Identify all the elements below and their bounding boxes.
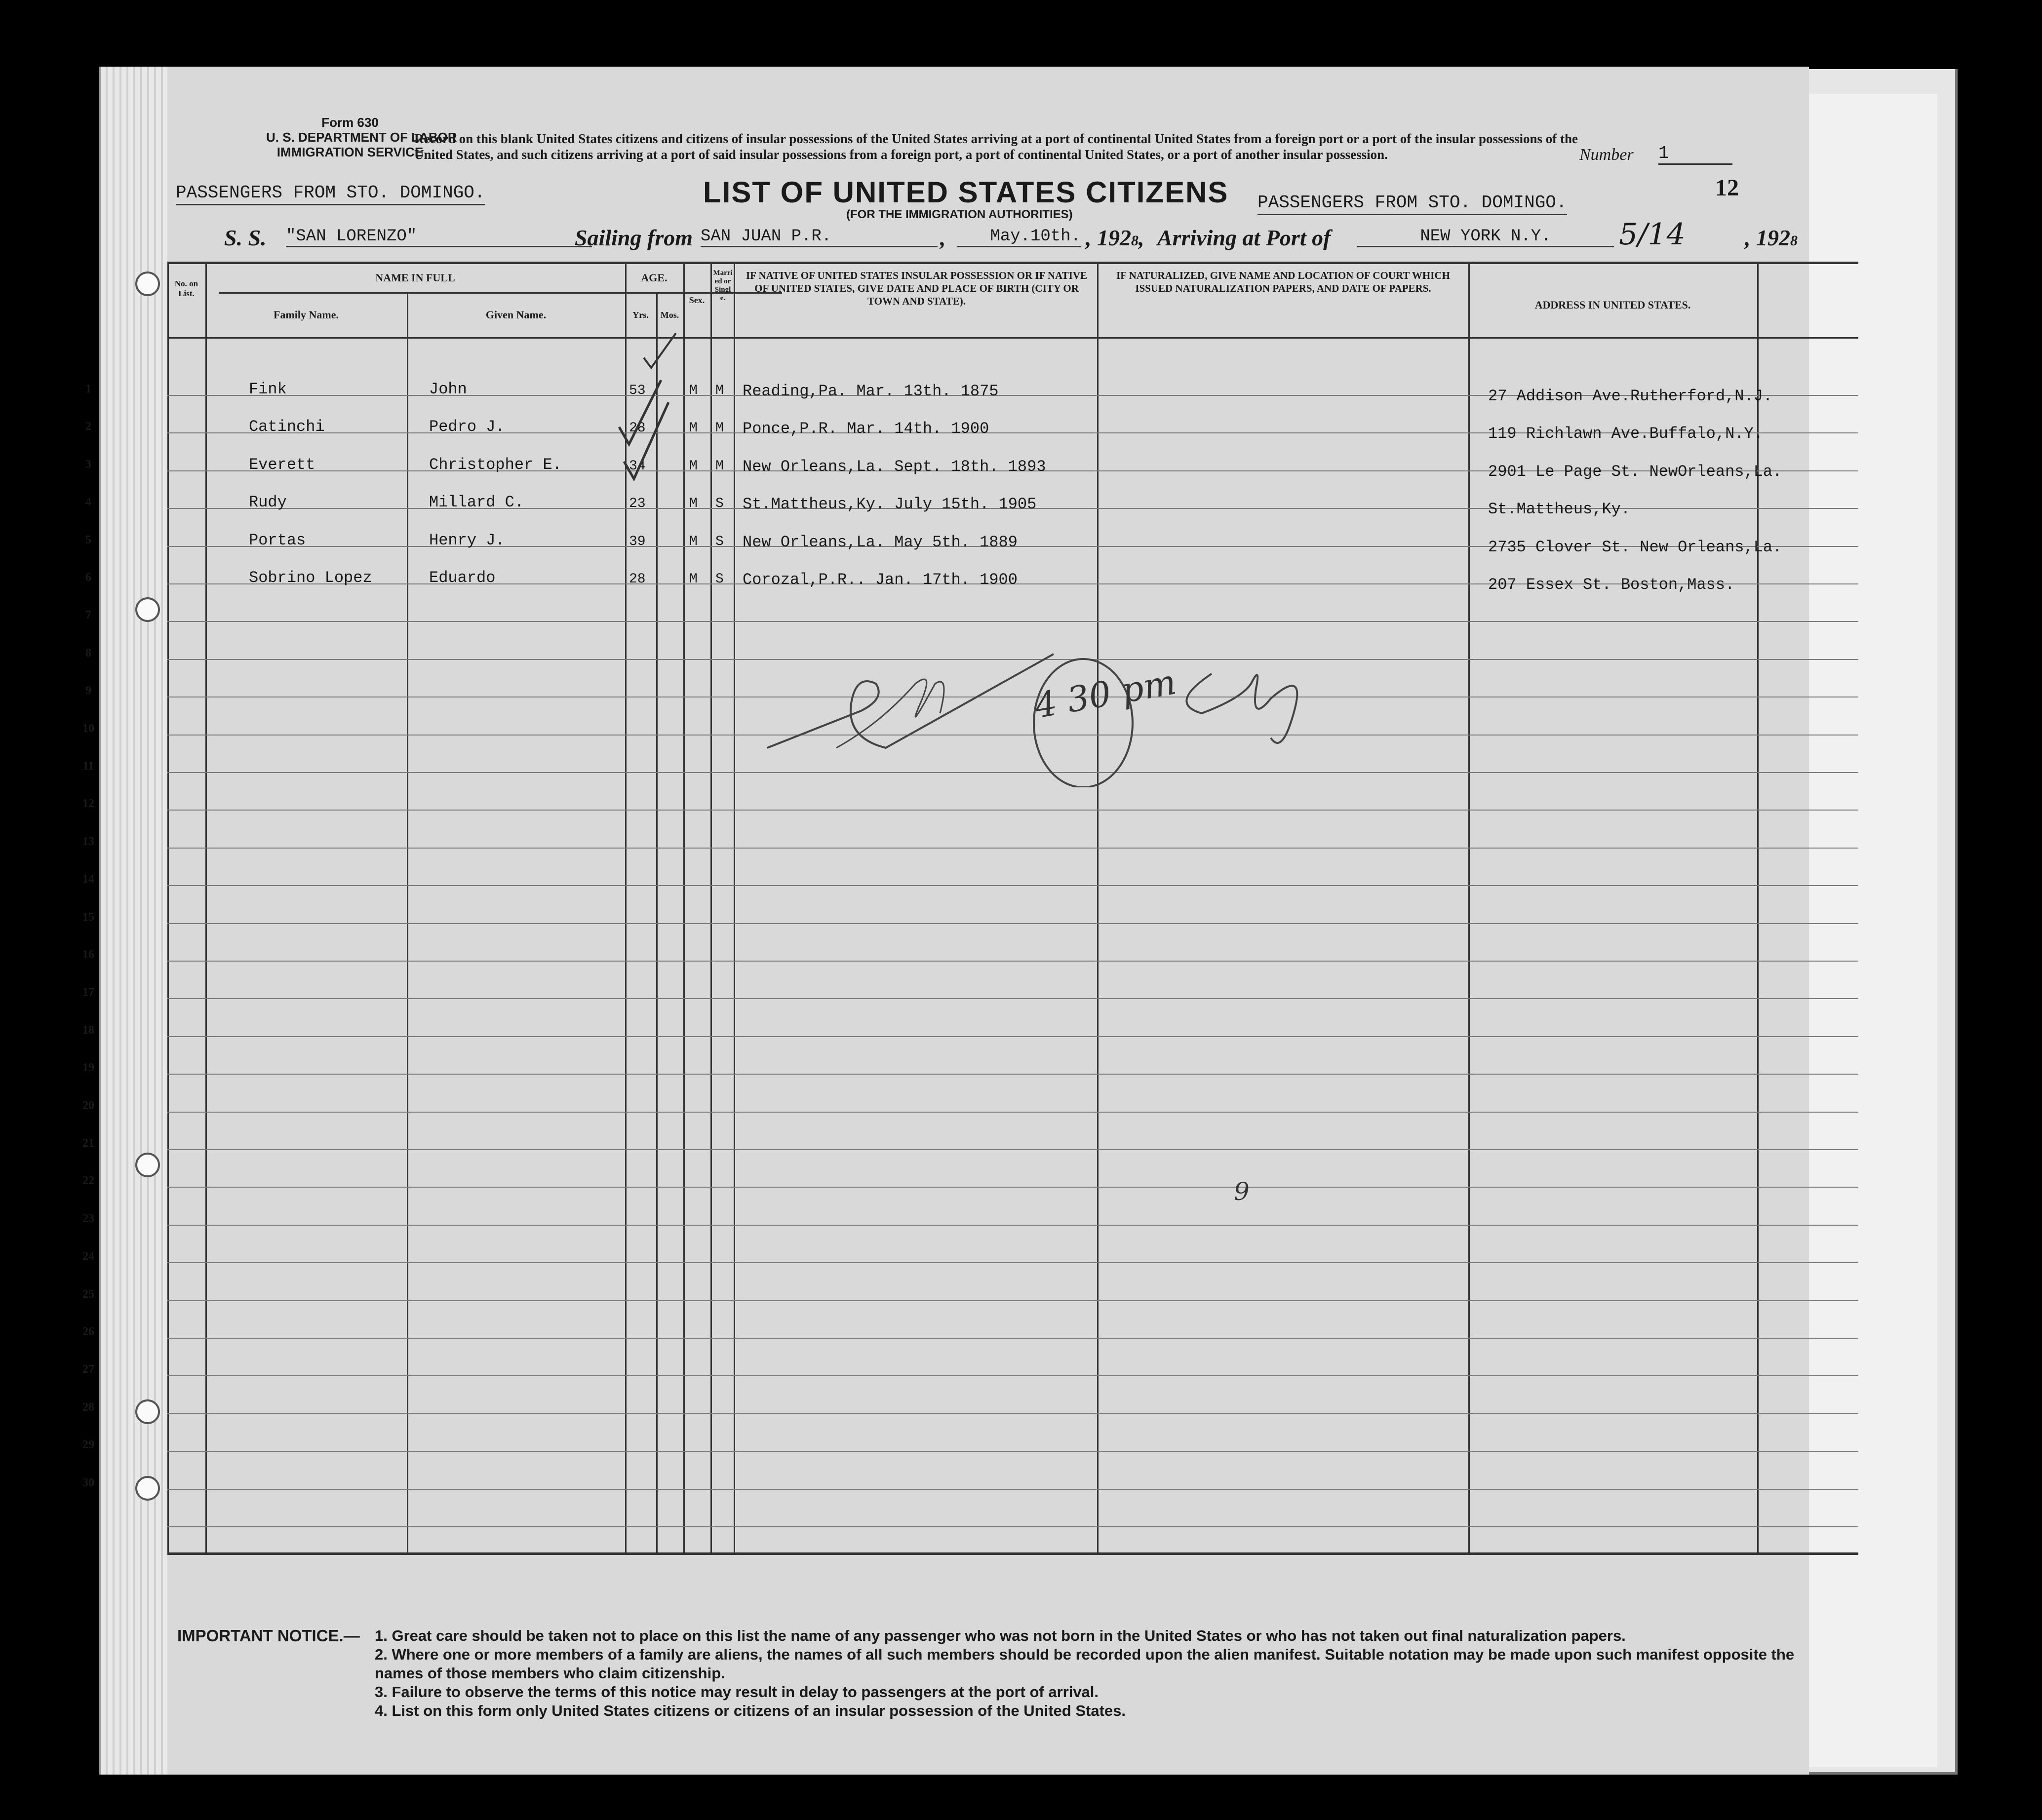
marital-status-cell: S [715, 534, 724, 549]
row-number: 26 [82, 1325, 94, 1338]
row-rule [167, 1036, 1858, 1037]
family-name-cell: Sobrino Lopez [249, 569, 372, 587]
notice-item: 2. Where one or more members of a family are aliens, the names of all such members should be recorded upon the alien manifest. Suitable notation may be made upon such manifest opposite the names of those members who claim citizenship. [375, 1646, 1795, 1682]
sailing-year: , 1928, [1086, 225, 1144, 250]
page-subtitle: (FOR THE IMMIGRATION AUTHORITIES) [846, 208, 1073, 221]
number-value: 1 [1658, 143, 1732, 165]
marital-status-cell: M [715, 458, 724, 474]
row-number: 6 [85, 571, 91, 584]
family-name-cell: Rudy [249, 493, 287, 512]
row-rule [167, 923, 1858, 924]
age-years-cell: 34 [629, 458, 646, 474]
ss-label: S. S. [224, 225, 267, 250]
row-number: 30 [82, 1476, 94, 1489]
col-rule [1097, 262, 1099, 1555]
birth-place-date-cell: New Orleans,La. Sept. 18th. 1893 [743, 457, 1046, 476]
sailing-year-digit: 8 [1131, 232, 1139, 249]
row-rule [167, 885, 1858, 886]
sex-cell: M [689, 383, 698, 398]
given-name-cell: Eduardo [429, 569, 496, 587]
family-name-cell: Fink [249, 380, 287, 398]
col-family-name: Family Name. [274, 309, 339, 321]
us-address-cell: 119 Richlawn Ave.Buffalo,N.Y. [1488, 425, 1763, 443]
row-number: 5 [85, 533, 91, 546]
year-prefix: 192 [1097, 225, 1131, 250]
form-id-block [266, 115, 457, 159]
age-years-cell: 23 [629, 496, 646, 512]
row-number: 7 [85, 609, 91, 622]
col-rule [1468, 262, 1470, 1555]
col-name-in-full: NAME IN FULL [375, 271, 455, 284]
row-number: 10 [82, 722, 94, 735]
year-prefix: 192 [1756, 225, 1790, 250]
us-address-cell: 207 Essex St. Boston,Mass. [1488, 576, 1735, 594]
row-number: 11 [82, 760, 94, 773]
row-rule [167, 1489, 1858, 1490]
sex-cell: M [689, 421, 698, 436]
sailing-from-port: SAN JUAN P.R. [701, 227, 938, 247]
form-number: Form 630 [321, 115, 379, 130]
check-marks [614, 333, 713, 481]
family-name-cell: Everett [249, 455, 315, 474]
row-rule [167, 1149, 1858, 1150]
passengers-from-left: PASSENGERS FROM STO. DOMINGO. [176, 183, 485, 205]
row-number: 19 [82, 1061, 94, 1075]
punch-hole [135, 1399, 160, 1424]
row-rule [167, 1262, 1858, 1263]
col-naturalized: IF NATURALIZED, GIVE NAME AND LOCATION OF COURT WHICH ISSUED NATURALIZATION PAPERS, AND DATE OF PAPERS. [1116, 270, 1450, 294]
marital-status-cell: M [715, 383, 724, 398]
col-age-yrs: Yrs. [632, 310, 649, 320]
us-address-cell: St.Mattheus,Ky. [1488, 500, 1631, 519]
row-number: 27 [82, 1363, 94, 1376]
ship-name: "SAN LORENZO" [286, 227, 592, 247]
arriving-year-digit: 8 [1790, 232, 1798, 249]
binding-margin [101, 67, 167, 1775]
row-number: 28 [82, 1400, 94, 1414]
marital-status-cell: S [715, 572, 724, 587]
notice-item: 4. List on this form only United States citizens or citizens of an insular possession of the United States. [375, 1702, 1126, 1719]
row-number: 3 [85, 458, 91, 471]
comma-separator: , [940, 225, 946, 250]
row-rule [167, 1225, 1858, 1226]
punch-hole [135, 1476, 160, 1501]
age-years-cell: 28 [629, 421, 646, 436]
department-name: U. S. DEPARTMENT OF LABOR [266, 130, 457, 145]
birth-place-date-cell: St.Mattheus,Ky. July 15th. 1905 [743, 495, 1037, 514]
row-rule [167, 961, 1858, 962]
row-number: 20 [82, 1099, 94, 1112]
col-age-mos: Mos. [660, 310, 679, 320]
age-years-cell: 53 [629, 383, 646, 398]
us-address-cell: 2735 Clover St. New Orleans,La. [1488, 538, 1782, 556]
passengers-from-right: PASSENGERS FROM STO. DOMINGO. [1257, 193, 1567, 215]
table-top-rule [167, 262, 1858, 264]
sex-cell: M [689, 534, 698, 549]
col-married-single: Married or Single. [713, 269, 733, 302]
row-number: 13 [82, 835, 94, 848]
sailing-from-label: Sailing from [575, 225, 693, 250]
notice-item: 3. Failure to observe the terms of this notice may result in delay to passengers at the port of arrival. [375, 1683, 1099, 1701]
given-name-cell: Pedro J. [429, 418, 505, 436]
row-number: 4 [85, 496, 91, 509]
us-address-cell: 27 Addison Ave.Rutherford,N.J. [1488, 387, 1773, 405]
form-instructions: Record on this blank United States citizens and citizens of insular possessions of the United States arriving at a port of continental United States from a foreign port or a port of the insular possessions of the United States, and such citizens arriving at a port of said insular possessions from a foreign port, a port of continental United States, or a port of another insular possession. [414, 131, 1578, 162]
check-mark-icon [644, 333, 676, 368]
row-rule [167, 848, 1858, 849]
row-rule [167, 1112, 1858, 1113]
punch-hole [135, 597, 160, 622]
row-number: 24 [82, 1250, 94, 1263]
row-number: 25 [82, 1287, 94, 1301]
col-rule [167, 262, 169, 1555]
row-number: 2 [85, 420, 91, 433]
row-number: 8 [85, 646, 91, 659]
arriving-year: , 1928 [1745, 225, 1798, 250]
birth-place-date-cell: Ponce,P.R. Mar. 14th. 1900 [743, 420, 989, 438]
number-label: Number [1579, 146, 1634, 164]
given-name-cell: Millard C. [429, 493, 524, 512]
row-number: 15 [82, 910, 94, 924]
table-bottom-rule [167, 1552, 1858, 1555]
row-number: 9 [85, 684, 91, 697]
punch-hole [135, 1153, 160, 1177]
row-number: 12 [82, 797, 94, 811]
age-years-cell: 28 [629, 572, 646, 587]
col-rule [1757, 262, 1759, 1555]
notice-heading: IMPORTANT NOTICE.— [177, 1626, 360, 1645]
col-sex: Sex. [689, 295, 705, 305]
col-rule [205, 262, 207, 1555]
header-bottom-rule [167, 337, 1858, 339]
row-rule [167, 1338, 1858, 1339]
row-number: 18 [82, 1023, 94, 1037]
time-stamp-handwritten: 4 30 pm [1031, 661, 1179, 727]
sailing-date: May.10th. [957, 227, 1081, 247]
row-number: 1 [85, 383, 91, 395]
page-title: LIST OF UNITED STATES CITIZENS [703, 176, 1229, 209]
sex-cell: M [689, 572, 698, 587]
row-number: 22 [82, 1174, 94, 1188]
row-rule [167, 1300, 1858, 1301]
arriving-date-handwritten: 5/14 [1619, 217, 1686, 252]
given-name-cell: John [429, 380, 467, 398]
page-mark-handwritten: 9 [1234, 1177, 1250, 1206]
row-rule [167, 621, 1858, 622]
row-rule [167, 1451, 1858, 1452]
page-number: 12 [1715, 175, 1739, 201]
col-given-name: Given Name. [485, 309, 547, 321]
row-rule [167, 1187, 1858, 1188]
given-name-cell: Henry J. [429, 531, 505, 549]
col-address: ADDRESS IN UNITED STATES. [1534, 299, 1691, 311]
punch-hole [135, 271, 160, 296]
col-age: AGE. [641, 271, 668, 284]
sex-cell: M [689, 458, 698, 474]
arriving-label: Arriving at Port of [1157, 225, 1331, 250]
family-name-cell: Catinchi [249, 418, 325, 436]
row-number: 29 [82, 1438, 94, 1452]
birth-place-date-cell: Corozal,P.R.. Jan. 17th. 1900 [743, 571, 1018, 589]
marital-status-cell: S [715, 496, 724, 512]
marital-status-cell: M [715, 421, 724, 436]
given-name-cell: Christopher E. [429, 455, 562, 474]
col-no-on-list: No. on List. [174, 279, 198, 298]
row-number: 14 [82, 873, 94, 886]
row-rule [167, 1526, 1858, 1527]
row-rule [167, 1413, 1858, 1414]
age-years-cell: 39 [629, 534, 646, 549]
family-name-cell: Portas [249, 531, 306, 549]
row-number: 16 [82, 948, 94, 961]
arriving-port: NEW YORK N.Y. [1357, 227, 1614, 247]
underlying-page-edge [1807, 94, 1937, 1767]
initials-stroke-icon [1186, 674, 1297, 743]
manifest-page [82, 67, 1809, 1775]
us-address-cell: 2901 Le Page St. NewOrleans,La. [1488, 462, 1782, 481]
col-rule [734, 262, 735, 1555]
notice-item: 1. Great care should be taken not to place on this list the name of any passenger who was not born in the United States or who has not taken out final naturalization papers. [375, 1627, 1626, 1644]
row-rule [167, 1074, 1858, 1075]
row-rule [167, 810, 1858, 811]
row-rule [167, 1375, 1858, 1376]
row-number: 17 [82, 986, 94, 999]
row-number: 23 [82, 1212, 94, 1225]
signature-stroke-icon [767, 654, 1054, 748]
birth-place-date-cell: Reading,Pa. Mar. 13th. 1875 [743, 382, 999, 400]
service-name: IMMIGRATION SERVICE [276, 145, 424, 159]
birth-place-date-cell: New Orleans,La. May 5th. 1889 [743, 533, 1018, 551]
row-rule [167, 998, 1858, 999]
col-birth: IF NATIVE OF UNITED STATES INSULAR POSSESSION OR IF NATIVE OF UNITED STATES, GIVE DATE AND PLACE OF BIRTH (CITY OR TOWN AND STATE). [746, 270, 1087, 307]
row-number: 21 [82, 1137, 94, 1150]
sex-cell: M [689, 496, 698, 512]
